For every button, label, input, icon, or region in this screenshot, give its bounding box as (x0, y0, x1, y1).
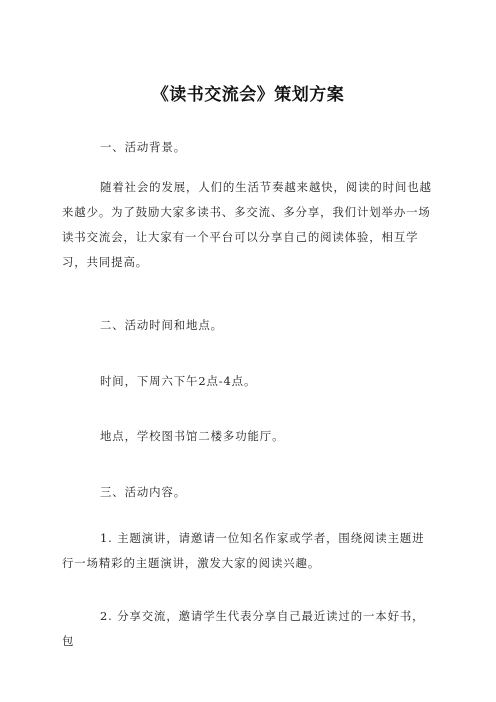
section-heading-time-place: 二、活动时间和地点。 (100, 318, 223, 332)
background-paragraph: 随着社会的发展，人们的生活节奏越来越快，阅读的时间也越来越少。为了鼓励大家多读书、多交流、多分享，我们计划举办一场读书交流会，让大家有一个平台可以分享自己的阅读体验，相互学习，共同提高。 (62, 180, 432, 269)
content-item-1: 1. 主题演讲，请邀请一位知名作家或学者，围绕阅读主题进行一场精彩的主题演讲，激发大家的阅读兴趣。 (62, 531, 425, 570)
section-heading-background: 一、活动背景。 (100, 140, 187, 154)
place-paragraph: 地点，学校图书馆二楼多功能厅。 (100, 429, 285, 443)
document-title: 《读书交流会》策划方案 (151, 85, 345, 105)
section-heading-content: 三、活动内容。 (100, 485, 187, 499)
time-paragraph: 时间，下周六下午2点-4点。 (100, 374, 257, 388)
content-item-2: 2. 分享交流，邀请学生代表分享自己最近读过的一本好书，包 (62, 609, 425, 648)
